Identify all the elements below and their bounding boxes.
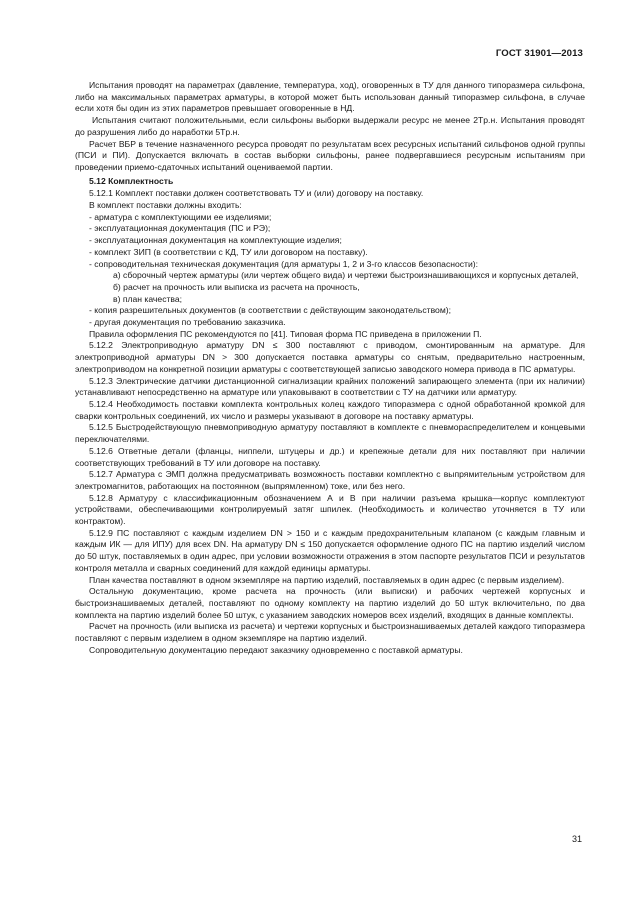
paragraph-5-12-1: 5.12.1 Комплект поставки должен соответствовать ТУ и (или) договору на поставку. <box>89 188 424 199</box>
paragraph-5-12-6: 5.12.6 Ответные детали (фланцы, ниппели, штуцеры и др.) и крепежные детали для них поставляют при наличии соответствующих требований в ТУ или договоре на поставку. <box>75 445 585 468</box>
list-item-6: - копия разрешительных документов (в соответствии с действующим законодательством); <box>89 305 451 316</box>
paragraph-strength-calc: Расчет на прочность (или выписка из расчета) и чертежи корпусных и быстроизнашиваемых деталей каждого типоразмера поставляют с первым изделием в одном экземпляре на партию изделий. <box>75 621 585 644</box>
list-item-3: - эксплуатационная документация на комплектующие изделия; <box>89 235 342 246</box>
list-subitem-c: в) план качества; <box>113 293 183 304</box>
paragraph-5-12-4: 5.12.4 Необходимость поставки комплекта контрольных колец каждого типоразмера с одной обработанной кромкой для сварки контрольных соединений, их число и размеры указывают в договоре на поставку арматуры. <box>75 398 585 421</box>
paragraph-vbr-calculation: Расчет ВБР в течение назначенного ресурса проводят по результатам всех ресурсных испытаний сильфонов одной группы (ПСИ и ПИ). Допускается включать в состав выборки сильфоны, ранее подвергавшиеся ресурсным испытаниям при проведении приемо-сдаточных испытаний оцениваемой партии. <box>75 138 585 172</box>
paragraph-5-12-3: 5.12.3 Электрические датчики дистанционной сигнализации крайних положений запирающего элемента (при их наличии) устанавливают непосредственно на арматуре или упаковывают в соответствии с ТУ на датчики или арматуру. <box>75 375 585 398</box>
list-item-4: - комплект ЗИП (в соответствии с КД, ТУ или договором на поставку). <box>89 246 368 257</box>
paragraph-5-12-8: 5.12.8 Арматуру с классификационным обозначением А и В при наличии разъема крышка—корпус комплектуют устройствами, обеспечивающими контролируемый затяг шпилек. (Необходимость и количество уточняется в ТУ или контрактом). <box>75 492 585 527</box>
paragraph-5-12-9: 5.12.9 ПС поставляют с каждым изделием DN > 150 и с каждым предохранительным клапаном (с каждым главным и каждым ИК — для ИПУ) для всех DN. На арматуру DN ≤ 150 допускается оформление одного ПС на партию изделий числом до 50 штук, поставляемых в один адрес, при условии возможности отражения в этом паспорте результатов ПСИ и результатов контроля металла и сварных соединений для каждой единицы арматуры. <box>75 527 585 573</box>
paragraph-quality-plan: План качества поставляют в одном экземпляре на партию изделий, поставляемых в один адрес (с первым изделием). <box>89 574 565 585</box>
paragraph-other-docs: Остальную документацию, кроме расчета на прочность (или выписки) и рабочих чертежей корпусных и быстроизнашиваемых деталей, поставляют по одному комплекту на партию изделий до 50 штук включительно, по два комплекта на партию изделий более 50 штук, с указанием заводских номеров всех изделий, входящих в данные комплекты. <box>75 586 585 620</box>
page-number: 31 <box>571 834 582 844</box>
section-heading-5-12: 5.12 Комплектность <box>89 175 174 186</box>
paragraph-test-criteria: Испытания считают положительными, если сильфоны выборки выдержали ресурс не менее 2Tр.н. Испытания проводят до разрушения либо до наработки 5Tр.н. <box>75 115 585 137</box>
list-subitem-a: а) сборочный чертеж арматуры (или чертеж общего вида) и чертежи быстроизнашивающихся и корпусных деталей, <box>113 270 579 281</box>
list-item-1: - арматура с комплектующими ее изделиями; <box>89 211 272 222</box>
paragraph-delivery-intro: В комплект поставки должны входить: <box>89 200 242 211</box>
standard-header: ГОСТ 31901—2013 <box>495 48 583 59</box>
paragraph-5-12-5: 5.12.5 Быстродействующую пневмоприводную арматуру поставляют в комплекте с пневмораспределителем и концевыми переключателями. <box>75 422 585 445</box>
paragraph-ps-rules: Правила оформления ПС рекомендуются по [41]. Типовая форма ПС приведена в приложении П. <box>89 328 482 339</box>
list-item-7: - другая документация по требованию заказчика. <box>89 317 286 328</box>
list-subitem-b: б) расчет на прочность или выписка из расчета на прочность, <box>113 281 360 292</box>
list-item-5: - сопроводительная техническая документация (для арматуры 1, 2 и 3-го классов безопасности): <box>89 258 479 269</box>
paragraph-5-12-7: 5.12.7 Арматура с ЭМП должна предусматривать возможность поставки комплектно с выпрямительным устройством для электромагнитов, работающих на постоянном (выпрямленном) токе, или без него. <box>75 469 585 491</box>
paragraph-accompanying-docs: Сопроводительную документацию передают заказчику одновременно с поставкой арматуры. <box>89 644 463 655</box>
document-body <box>75 80 585 656</box>
paragraph-5-12-2: 5.12.2 Электроприводную арматуру DN ≤ 300 поставляют с приводом, смонтированным на арматуре. Для электроприводной арматуры DN > 300 допускается поставка арматуры со снятым, предварительно настроенным, электроприводом на конкретной позиции арматуры с соответствующей записью заводского номера привода в ПС арматуры. <box>75 340 585 374</box>
paragraph-test-parameters: Испытания проводят на параметрах (давление, температура, ход), оговоренных в ТУ для данного типоразмера сильфона, либо на максимальных параметрах арматуры, в которой может быть использован данный типоразмер сильфона, в случае если хотя бы один из этих параметров превышает оговоренные в НД. <box>75 80 585 114</box>
list-item-2: - эксплуатационная документация (ПС и РЭ); <box>89 223 271 234</box>
